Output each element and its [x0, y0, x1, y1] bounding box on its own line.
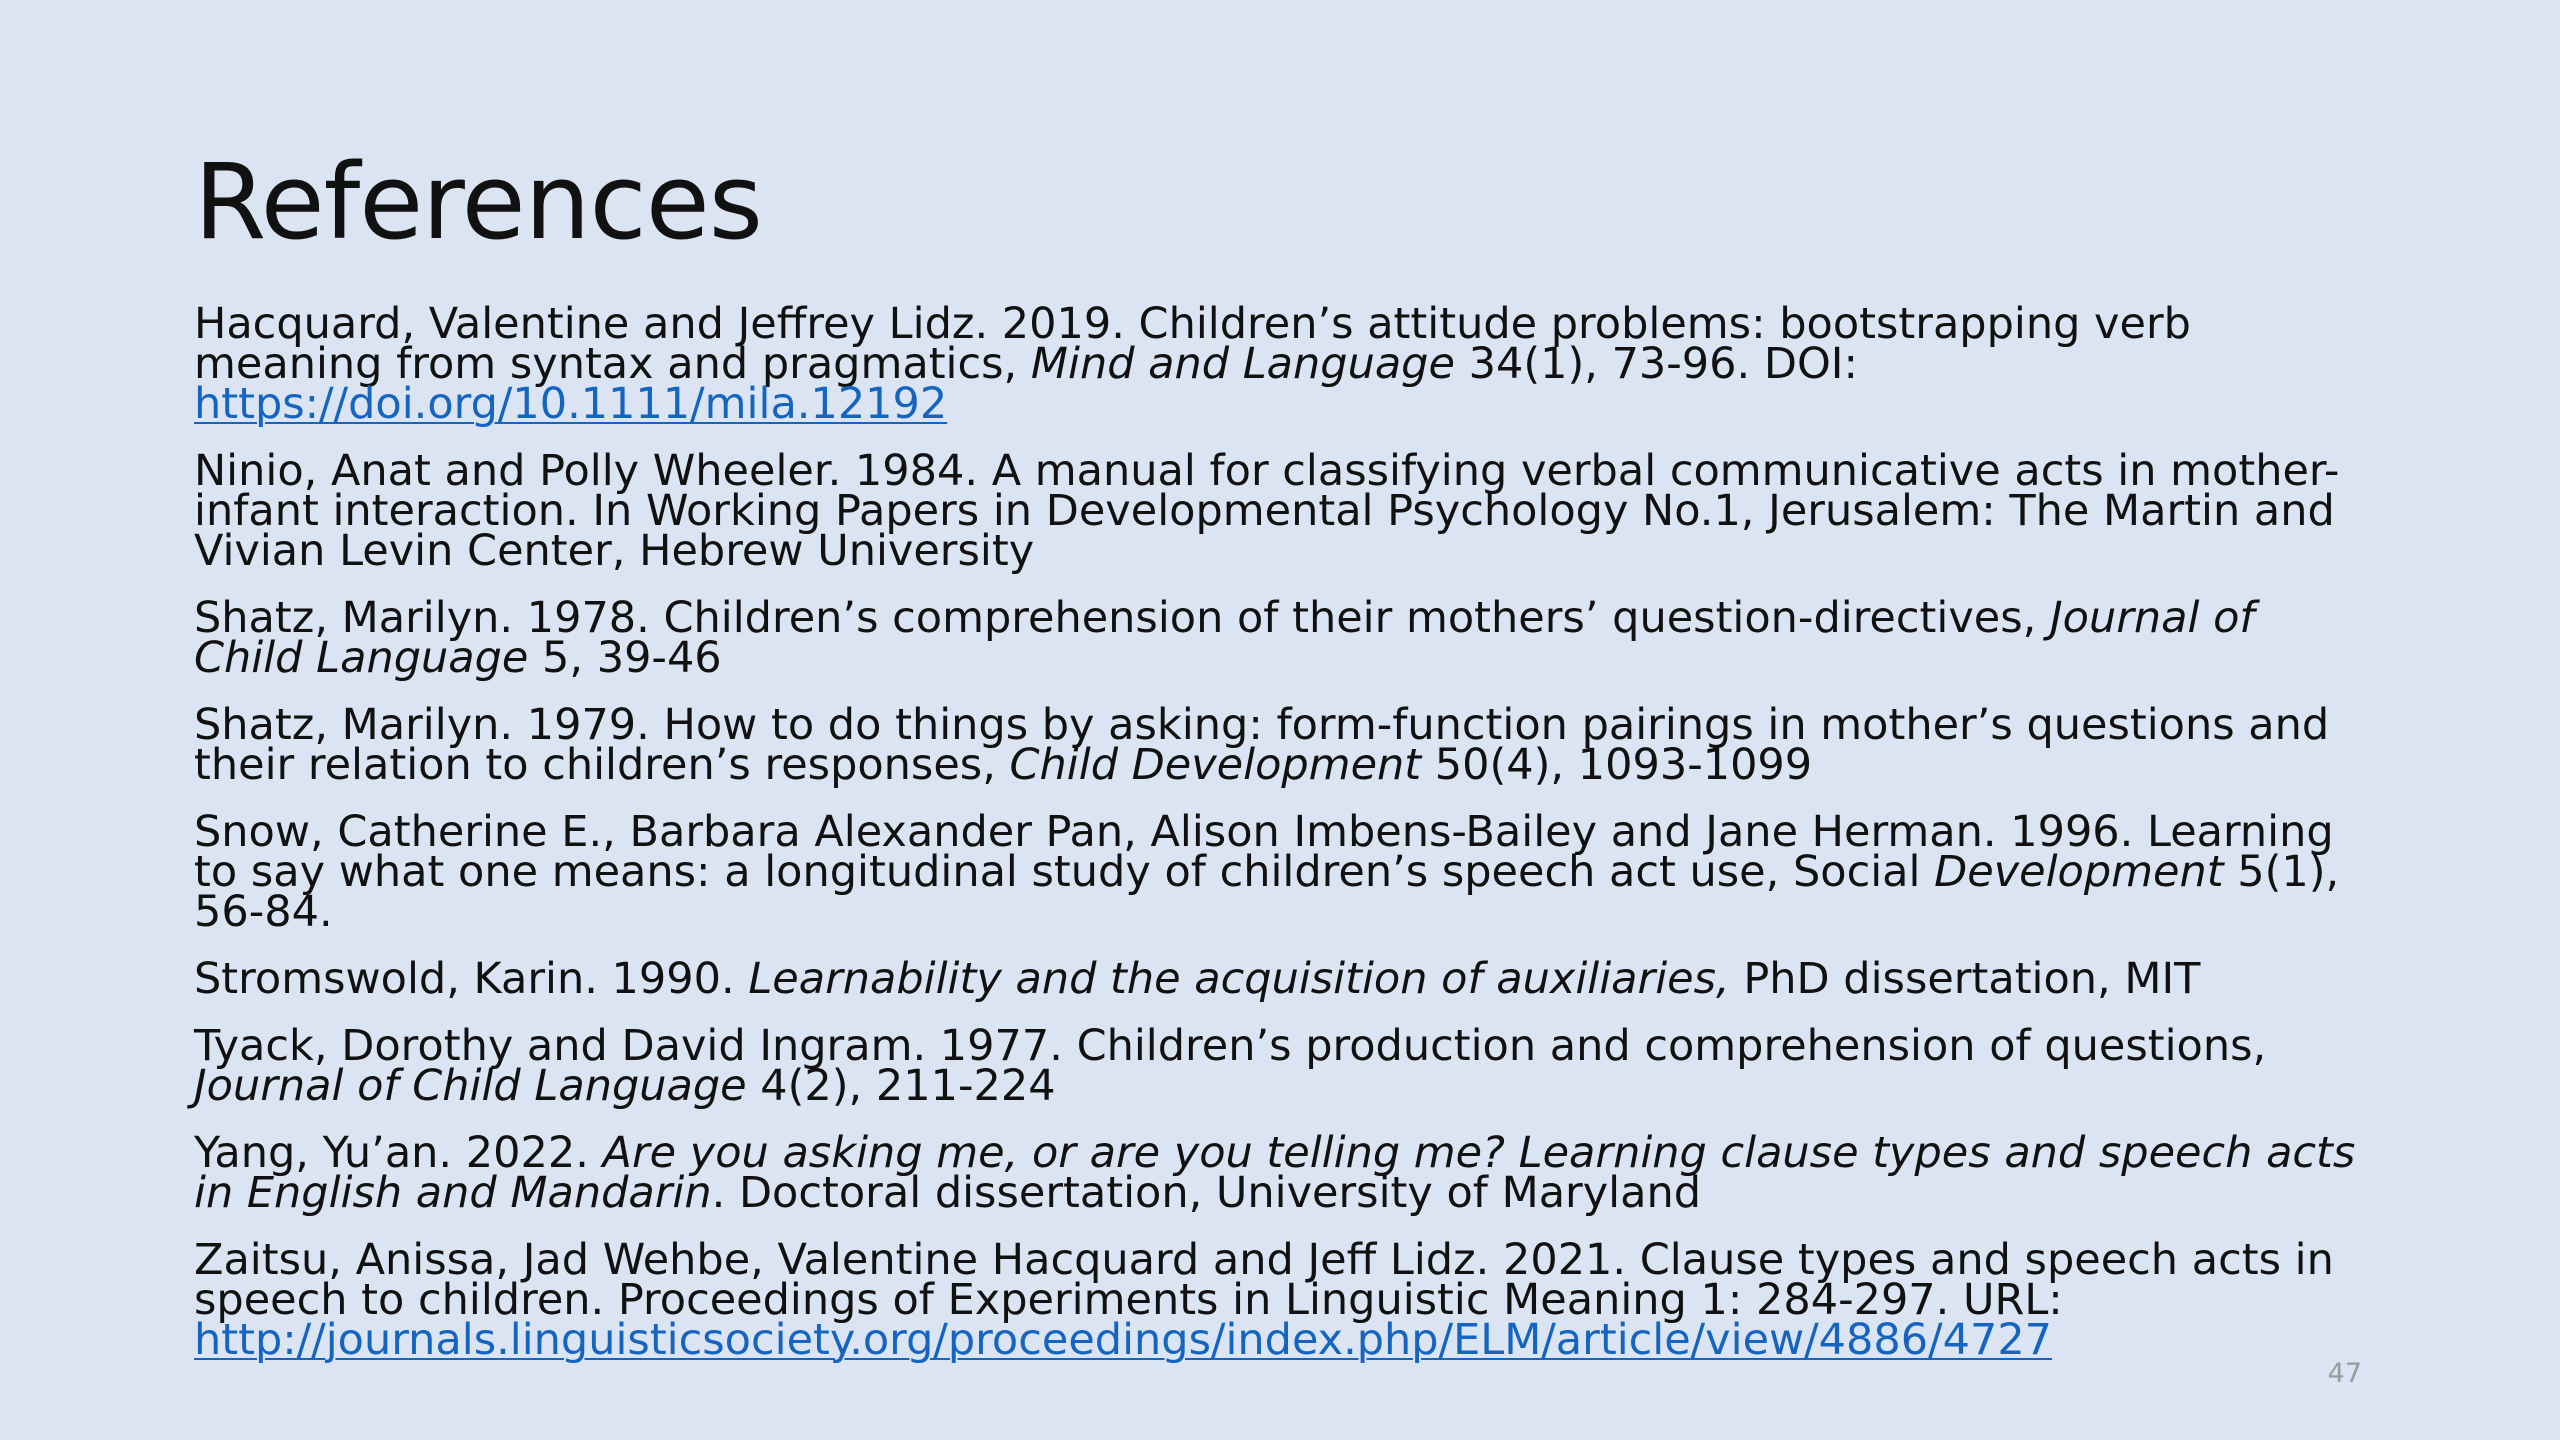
reference-journal: Mind and Language	[1030, 339, 1455, 389]
url-link[interactable]: http://journals.linguisticsociety.org/proceedings/index.php/ELM/article/view/4886/4727	[194, 1315, 2053, 1365]
reference-text: . Doctoral dissertation, University of Maryland	[711, 1168, 1702, 1218]
reference-title: Are you asking me, or are you telling me? Learning clause types and speech acts in English and Mandarin	[194, 1128, 2356, 1218]
reference-text: Shatz, Marilyn. 1979. How to do things by asking: form-function pairings in mother’s questions and their relation to children’s responses,	[194, 700, 2330, 790]
reference-stromswold-1990	[194, 954, 2374, 1004]
reference-text: Zaitsu, Anissa, Jad Wehbe, Valentine Hacquard and Jeff Lidz. 2021. Clause types and speech acts in speech to children. Proceedings of Experiments in Linguistic Meaning 1: 284-297. URL:	[194, 1235, 2334, 1325]
reference-text: PhD dissertation, MIT	[1729, 954, 2201, 1004]
reference-zaitsu-et-al-2021	[194, 1235, 2374, 1365]
reference-yang-2022	[194, 1128, 2374, 1218]
reference-text: 5, 39-46	[528, 633, 722, 683]
reference-text: Stromswold, Karin. 1990.	[194, 954, 749, 1004]
reference-text: Ninio, Anat and Polly Wheeler. 1984. A manual for classifying verbal communicative acts in mother-infant interaction. In Working Papers in Developmental Psychology No.1, Jerusalem: The Martin and Vivian Levin Center, Hebrew University	[194, 446, 2340, 576]
reference-ninio-wheeler-1984	[194, 446, 2374, 576]
reference-title: Learnability and the acquisition of auxiliaries,	[748, 954, 1730, 1004]
page-number: 47	[2327, 1358, 2362, 1389]
reference-text: Tyack, Dorothy and David Ingram. 1977. Children’s production and comprehension of questions,	[194, 1021, 2267, 1071]
reference-text: 50(4), 1093-1099	[1421, 740, 1813, 790]
reference-list	[194, 299, 2374, 1387]
reference-text: 5(1), 56-84.	[194, 847, 2340, 937]
reference-tyack-ingram-1977	[194, 1021, 2374, 1111]
reference-journal: Journal of Child Language	[194, 593, 2255, 683]
reference-text: Snow, Catherine E., Barbara Alexander Pan, Alison Imbens-Bailey and Jane Herman. 1996. Learning to say what one means: a longitudinal study of children’s speech act use, Social	[194, 807, 2334, 897]
reference-text: Hacquard, Valentine and Jeffrey Lidz. 2019. Children’s attitude problems: bootstrapping verb meaning from syntax and pragmatics,	[194, 299, 2191, 389]
doi-link[interactable]: https://doi.org/10.1111/mila.12192	[194, 379, 948, 429]
reference-text: 34(1), 73-96. DOI:	[1454, 339, 1858, 389]
reference-snow-et-al-1996	[194, 807, 2374, 937]
reference-text: Yang, Yu’an. 2022.	[194, 1128, 603, 1178]
reference-hacquard-lidz-2019	[194, 299, 2374, 429]
reference-shatz-1979	[194, 700, 2374, 790]
reference-shatz-1978	[194, 593, 2374, 683]
reference-text: 4(2), 211-224	[746, 1061, 1056, 1111]
reference-journal: Child Development	[1009, 740, 1422, 790]
reference-journal: Journal of Child Language	[194, 1061, 747, 1111]
reference-text: Shatz, Marilyn. 1978. Children’s comprehension of their mothers’ question-directives,	[194, 593, 2050, 643]
slide-title: References	[194, 141, 762, 263]
reference-journal: Development	[1934, 847, 2224, 897]
